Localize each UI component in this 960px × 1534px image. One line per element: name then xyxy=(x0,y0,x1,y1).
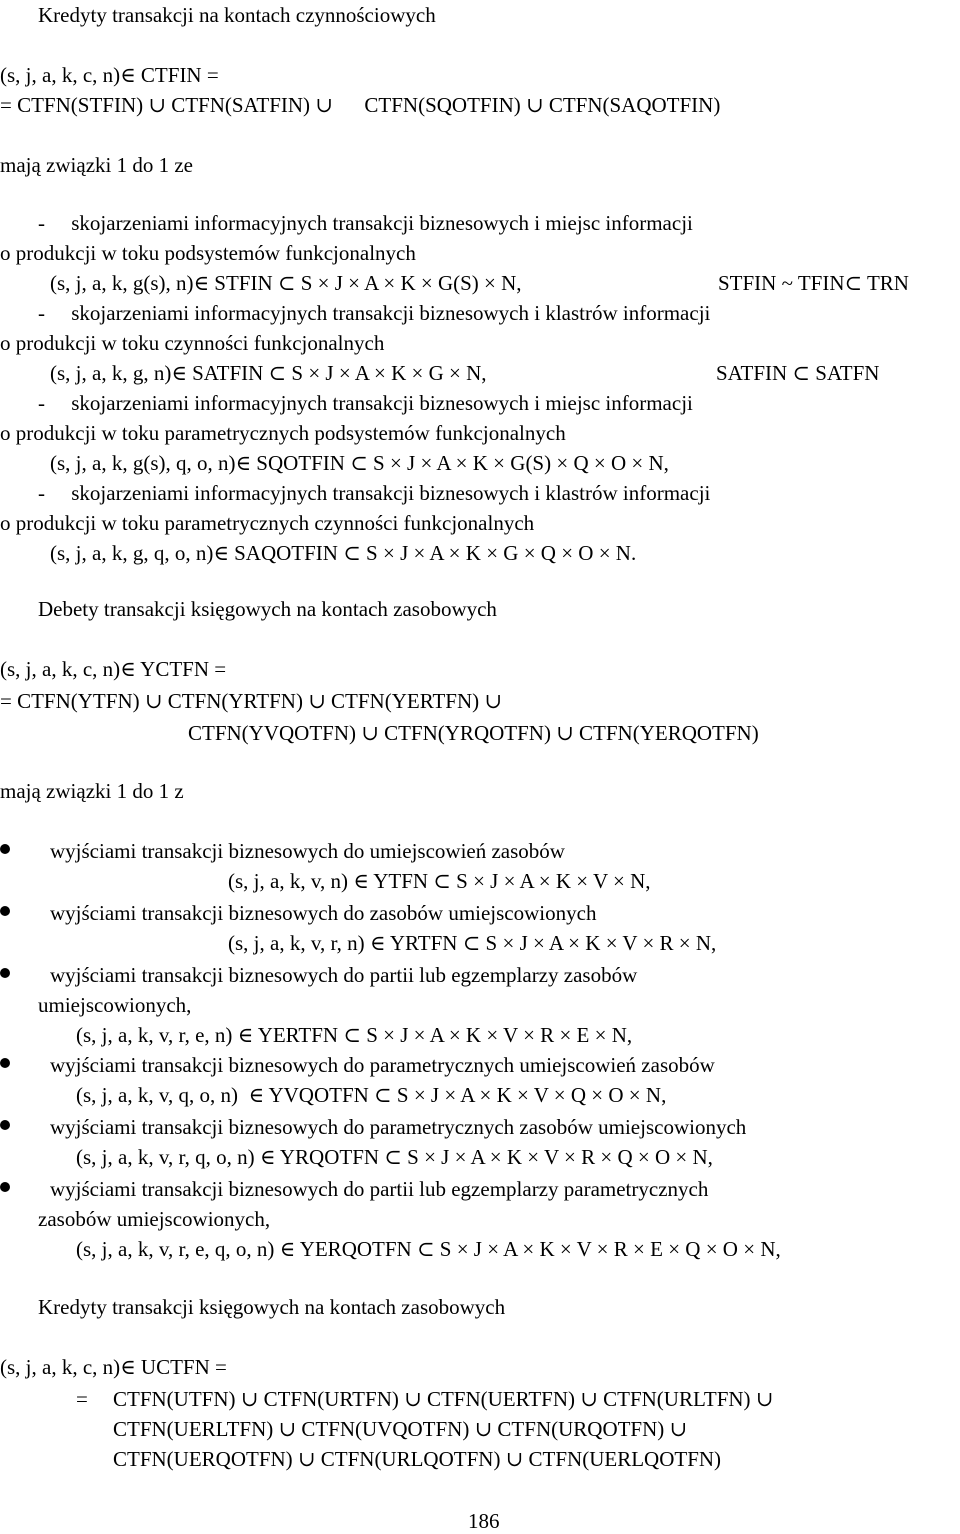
list-item: wyjściami transakcji biznesowych do partii lub egzemplarzy zasobów xyxy=(50,963,638,987)
list-item: wyjściami transakcji biznesowych do partii lub egzemplarzy parametrycznych xyxy=(50,1177,709,1201)
list-item-continuation: o produkcji w toku podsystemów funkcjonalnych xyxy=(0,241,416,265)
list-item: - skojarzeniami informacyjnych transakcji biznesowych i miejsc informacji xyxy=(38,211,693,235)
definition-line: (s, j, a, k, c, n)∈ UCTFN = xyxy=(0,1355,227,1379)
definition-line: = CTFN(YTFN) ∪ CTFN(YRTFN) ∪ CTFN(YERTFN) ∪ xyxy=(0,689,502,713)
list-item: wyjściami transakcji biznesowych do zasobów umiejscowionych xyxy=(50,901,597,925)
page-number: 186 xyxy=(468,1509,500,1533)
list-item: - skojarzeniami informacyjnych transakcji biznesowych i miejsc informacji xyxy=(38,391,693,415)
list-item: - skojarzeniami informacyjnych transakcji biznesowych i klastrów informacji xyxy=(38,481,711,505)
list-item-continuation: zasobów umiejscowionych, xyxy=(38,1207,271,1231)
definition-line: CTFN(YVQOTFN) ∪ CTFN(YRQOTFN) ∪ CTFN(YERQOTFN) xyxy=(188,721,759,745)
formula: (s, j, a, k, v, q, o, n) ∈ YVQOTFN ⊂ S × J × A × K × V × Q × O × N, xyxy=(76,1083,667,1107)
section-heading: Kredyty transakcji księgowych na kontach zasobowych xyxy=(38,1295,506,1319)
section-heading: Kredyty transakcji na kontach czynnościowych xyxy=(38,3,436,27)
bullet-icon xyxy=(0,1120,10,1130)
list-item-continuation: o produkcji w toku czynności funkcjonalnych xyxy=(0,331,385,355)
formula: (s, j, a, k, v, r, e, q, o, n) ∈ YERQOTFN ⊂ S × J × A × K × V × R × E × Q × O × N, xyxy=(76,1237,781,1261)
bullet-icon xyxy=(0,1058,10,1068)
bullet-icon xyxy=(0,906,10,916)
list-item: - skojarzeniami informacyjnych transakcji biznesowych i klastrów informacji xyxy=(38,301,711,325)
list-item: wyjściami transakcji biznesowych do parametrycznych umiejscowień zasobów xyxy=(50,1053,715,1077)
definition-line: = CTFN(STFIN) ∪ CTFN(SATFIN) ∪ CTFN(SQOTFIN) ∪ CTFN(SAQOTFIN) xyxy=(0,93,721,117)
formula: (s, j, a, k, g(s), n)∈ STFIN ⊂ S × J × A × K × G(S) × N, xyxy=(50,271,522,295)
formula: (s, j, a, k, g, n)∈ SATFIN ⊂ S × J × A × K × G × N, xyxy=(50,361,487,385)
formula: (s, j, a, k, v, r, e, n) ∈ YERTFN ⊂ S × J × A × K × V × R × E × N, xyxy=(76,1023,633,1047)
definition-line: (s, j, a, k, c, n)∈ YCTFN = xyxy=(0,657,227,681)
formula: (s, j, a, k, v, r, n) ∈ YRTFN ⊂ S × J × A × K × V × R × N, xyxy=(228,931,717,955)
formula: (s, j, a, k, v, r, q, o, n) ∈ YRQOTFN ⊂ S × J × A × K × V × R × Q × O × N, xyxy=(76,1145,713,1169)
equals-sign: = xyxy=(76,1387,88,1411)
definition-line: CTFN(UERLTFN) ∪ CTFN(UVQOTFN) ∪ CTFN(URQOTFN) ∪ xyxy=(113,1417,688,1441)
formula-relation: STFIN ~ TFIN⊂ TRN xyxy=(718,271,909,295)
definition-line: CTFN(UERQOTFN) ∪ CTFN(URLQOTFN) ∪ CTFN(UERLQOTFN) xyxy=(113,1447,722,1471)
bullet-icon xyxy=(0,844,10,854)
bullet-icon xyxy=(0,968,10,978)
section-heading: Debety transakcji księgowych na kontach zasobowych xyxy=(38,597,497,621)
intro-text: mają związki 1 do 1 ze xyxy=(0,153,193,177)
list-item-continuation: o produkcji w toku parametrycznych podsystemów funkcjonalnych xyxy=(0,421,566,445)
formula-relation: SATFIN ⊂ SATFN xyxy=(716,361,880,385)
intro-text: mają związki 1 do 1 z xyxy=(0,779,184,803)
formula: (s, j, a, k, v, n) ∈ YTFN ⊂ S × J × A × K × V × N, xyxy=(228,869,651,893)
formula: (s, j, a, k, g(s), q, o, n)∈ SQOTFIN ⊂ S × J × A × K × G(S) × Q × O × N, xyxy=(50,451,669,475)
bullet-icon xyxy=(0,1182,10,1192)
list-item: wyjściami transakcji biznesowych do parametrycznych zasobów umiejscowionych xyxy=(50,1115,747,1139)
list-item-continuation: umiejscowionych, xyxy=(38,993,192,1017)
formula: (s, j, a, k, g, q, o, n)∈ SAQOTFIN ⊂ S × J × A × K × G × Q × O × N. xyxy=(50,541,637,565)
list-item: wyjściami transakcji biznesowych do umiejscowień zasobów xyxy=(50,839,565,863)
list-item-continuation: o produkcji w toku parametrycznych czynności funkcjonalnych xyxy=(0,511,535,535)
definition-line: CTFN(UTFN) ∪ CTFN(URTFN) ∪ CTFN(UERTFN) ∪ CTFN(URLTFN) ∪ xyxy=(113,1387,774,1411)
definition-line: (s, j, a, k, c, n)∈ CTFIN = xyxy=(0,63,219,87)
